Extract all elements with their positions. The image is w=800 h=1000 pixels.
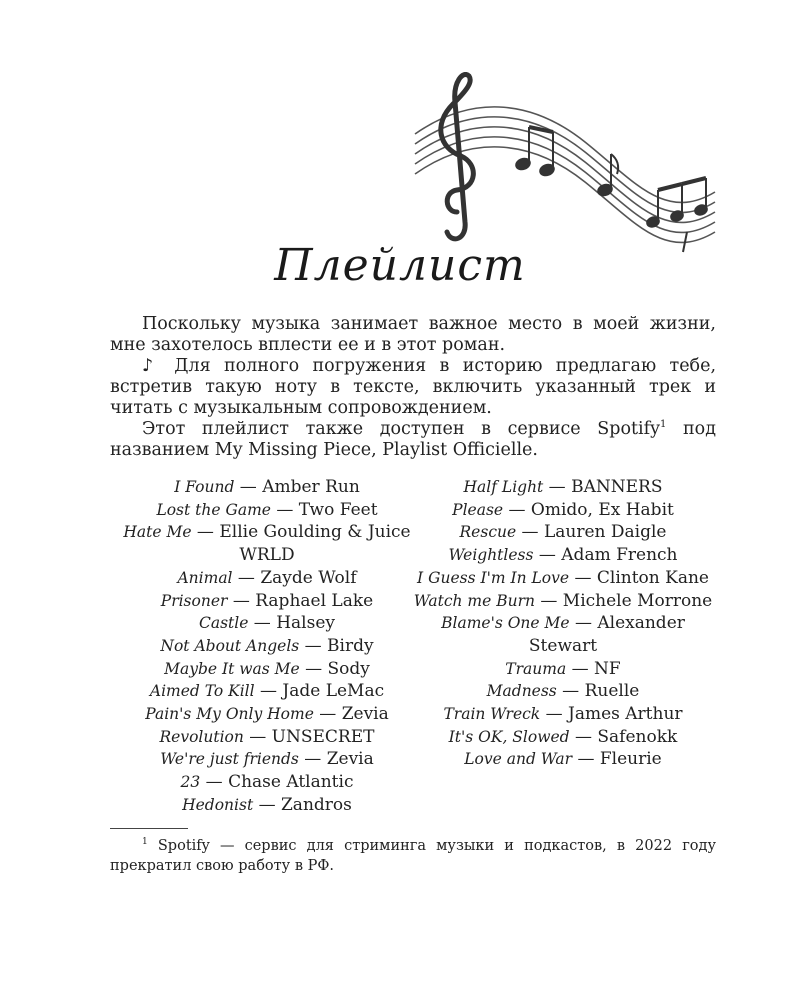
dash-separator: — xyxy=(200,772,229,793)
playlist-item xyxy=(112,658,422,681)
dash-separator: — xyxy=(543,477,572,497)
intro-paragraph-2 xyxy=(110,356,716,419)
music-staff-ornament-icon xyxy=(405,72,725,262)
playlist-item xyxy=(408,658,718,681)
artist-name: James Arthur xyxy=(568,704,683,725)
artist-name: Clinton Kane xyxy=(596,567,709,588)
intro-paragraph-2-text: Для полного погружения в историю предлагаю тебе, встретив такую ноту в тексте, включить указанный трек и читать с музыкальным сопровождением. xyxy=(110,356,717,418)
artist-name: Two Feet xyxy=(298,499,378,520)
playlist-item xyxy=(112,794,422,817)
artist-name: Omido, Ex Habit xyxy=(530,499,674,520)
dash-separator: — xyxy=(566,658,595,679)
song-title: Train Wreck xyxy=(443,705,541,724)
dash-separator: — xyxy=(234,477,263,497)
dash-separator: — xyxy=(572,749,600,770)
playlist-item xyxy=(112,499,422,522)
playlist-item xyxy=(112,635,422,658)
dash-separator: — xyxy=(569,613,598,634)
page-title: Плейлист xyxy=(274,240,526,291)
dash-separator: — xyxy=(569,567,597,588)
playlist-item xyxy=(112,680,422,703)
dash-separator: — xyxy=(191,522,220,543)
song-title: Hedonist xyxy=(182,795,254,814)
artist-name: Jade LeMac xyxy=(282,681,385,702)
dash-separator: — xyxy=(248,613,277,634)
playlist-item xyxy=(408,748,718,771)
intro-paragraph-1: Поскольку музыка занимает важное место в моей жизни, мне захотелось вплести ее и в этот роман. xyxy=(110,314,716,355)
playlist-item xyxy=(112,612,422,635)
dash-separator: — xyxy=(540,704,569,725)
dash-separator: — xyxy=(533,545,562,566)
song-title: Revolution xyxy=(159,727,244,746)
intro-paragraph-3-start: Этот плейлист также доступен в сервисе Spotify xyxy=(142,419,661,439)
song-title: Watch me Burn xyxy=(413,591,535,610)
music-note-icon: ♪ xyxy=(142,356,161,376)
dash-separator: — xyxy=(313,704,342,725)
song-title: Maybe It was Me xyxy=(164,659,300,678)
footnote-text: Spotify — сервис для стриминга музыки и подкастов, в 2022 году прекратил свою работу в РФ. xyxy=(110,838,716,874)
artist-name: Ellie Goulding & Juice WRLD xyxy=(219,522,411,566)
playlist-item xyxy=(112,521,422,566)
artist-name: Amber Run xyxy=(262,477,360,497)
dash-separator: — xyxy=(232,567,261,588)
playlist-item xyxy=(112,567,422,590)
dash-separator: — xyxy=(227,590,256,611)
song-title: Love and War xyxy=(464,750,573,769)
artist-name: Michele Morrone xyxy=(562,590,713,611)
song-title: I Found xyxy=(174,478,235,496)
playlist-item xyxy=(112,748,422,771)
dash-separator: — xyxy=(299,635,328,656)
song-title: Prisoner xyxy=(160,591,228,610)
artist-name: Zevia xyxy=(341,704,389,725)
song-title: I Guess I'm In Love xyxy=(417,568,570,587)
artist-name: Chase Atlantic xyxy=(228,772,354,793)
song-title: Aimed To Kill xyxy=(149,682,255,701)
playlist-item xyxy=(408,521,718,544)
artist-name: BANNERS xyxy=(571,477,663,497)
artist-name: Zevia xyxy=(326,749,374,770)
song-title: Animal xyxy=(177,568,233,587)
playlist-item xyxy=(408,590,718,613)
song-title: 23 xyxy=(180,773,201,792)
artist-name: Raphael Lake xyxy=(255,590,374,611)
song-title: Hate Me xyxy=(123,523,192,542)
playlist-item xyxy=(112,726,422,749)
playlist-item xyxy=(408,567,718,590)
artist-name: Fleurie xyxy=(599,749,662,770)
song-title: Trauma xyxy=(505,659,567,678)
song-title: Lost the Game xyxy=(156,500,271,519)
footnote-reference: 1 xyxy=(660,419,667,431)
playlist-left-column xyxy=(112,476,422,817)
artist-name: Ruelle xyxy=(584,681,640,702)
playlist-item xyxy=(112,703,422,726)
dash-separator: — xyxy=(569,726,598,747)
artist-name: Safenokk xyxy=(597,726,678,747)
playlist-right-column xyxy=(408,476,718,771)
dash-separator: — xyxy=(534,590,563,611)
playlist-item xyxy=(408,703,718,726)
dash-separator: — xyxy=(298,749,327,770)
song-title: Madness xyxy=(486,682,557,701)
dash-separator: — xyxy=(243,726,272,747)
song-title: Weightless xyxy=(448,546,534,565)
song-title: We're just friends xyxy=(160,750,299,769)
playlist-item xyxy=(408,499,718,522)
artist-name: Birdy xyxy=(327,635,374,656)
song-title: Pain's My Only Home xyxy=(145,705,314,724)
artist-name: UNSECRET xyxy=(271,726,375,747)
playlist-item xyxy=(112,590,422,613)
dash-separator: — xyxy=(516,522,544,543)
dash-separator: — xyxy=(270,499,299,520)
artist-name: Alexander Stewart xyxy=(528,613,685,656)
artist-name: Sody xyxy=(327,658,370,679)
playlist-item xyxy=(408,726,718,749)
intro-paragraph-3-end: под названием My Missing Piece, Playlist Officielle. xyxy=(110,419,716,460)
artist-name: Adam French xyxy=(561,545,678,566)
dash-separator: — xyxy=(254,681,283,702)
song-title: It's OK, Slowed xyxy=(448,727,570,746)
song-title: Rescue xyxy=(459,523,517,542)
playlist-item xyxy=(408,680,718,703)
artist-name: Lauren Daigle xyxy=(543,522,667,543)
playlist-item xyxy=(408,476,718,499)
song-title: Blame's One Me xyxy=(441,614,570,633)
playlist-item xyxy=(112,771,422,794)
artist-name: Halsey xyxy=(276,613,336,634)
intro-paragraph-3 xyxy=(110,419,716,461)
artist-name: Zayde Wolf xyxy=(260,567,357,588)
dash-separator: — xyxy=(503,499,531,520)
footnote xyxy=(110,836,716,876)
playlist-item xyxy=(408,544,718,567)
song-title: Please xyxy=(452,500,504,519)
playlist-item xyxy=(112,476,422,499)
song-title: Not About Angels xyxy=(160,636,300,655)
song-title: Castle xyxy=(198,614,249,633)
footnote-mark: 1 xyxy=(142,837,148,848)
artist-name: NF xyxy=(594,658,621,679)
artist-name: Zandros xyxy=(281,794,352,815)
dash-separator: — xyxy=(299,658,328,679)
intro-text xyxy=(110,314,716,461)
footnote-divider xyxy=(110,828,188,829)
dash-separator: — xyxy=(253,794,281,815)
dash-separator: — xyxy=(556,681,585,702)
song-title: Half Light xyxy=(463,478,544,496)
playlist-item xyxy=(408,612,718,657)
